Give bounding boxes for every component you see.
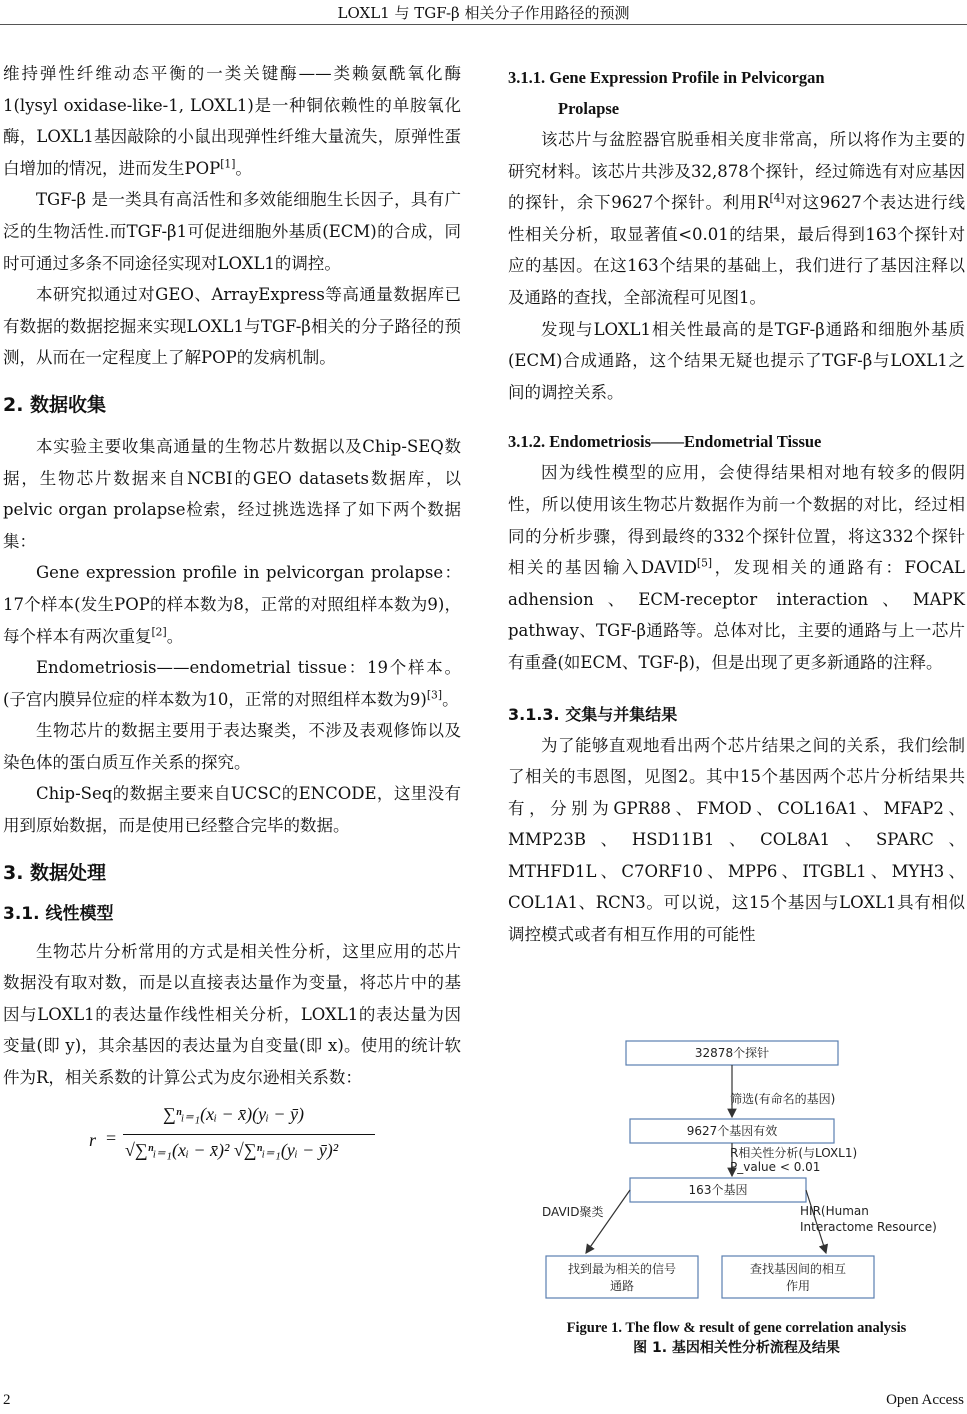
flow-box-genes-text: 9627个基因有效 (686, 1124, 778, 1138)
flow-label-filter: 筛选(有命名的基因) (730, 1092, 836, 1106)
flow-arrow-left (586, 1190, 630, 1253)
formula-fraction-bar (123, 1134, 375, 1135)
section-3-1-1-heading: 3.1.1. Gene Expression Profile in Pelvicorgan Prolapse (508, 68, 825, 118)
flow-box-interaction-line2: 作用 (785, 1279, 811, 1293)
flow-box-probes-text: 32878个探针 (694, 1046, 770, 1060)
citation-3: [3] (426, 688, 443, 702)
paragraph-tgf-beta: TGF-β 是一类具有高活性和多效能细胞生长因子，具有广泛的生物活性.而TGF-β1可促进细胞外基质(ECM)的合成，同时可通过多条不同途径实现对LOXL1的调控。 (3, 190, 461, 273)
formula-r: r (89, 1129, 97, 1150)
section-3-1-2-heading: 3.1.2. Endometriosis——Endometrial Tissue (508, 432, 822, 452)
paragraph-pop-chip: 该芯片与盆腔器官脱垂相关度非常高，所以将作为主要的研究材料。该芯片共涉及32,878个探针，经过筛选有对应基因的探针，余下9627个探针。利用R[4]对这9627个表达进行线性相关分析，取显著值<0.01的结果，最后得到163个探针对应的基因。在这163个结果的基础上，我们进行了基因注释以及通路的查找，全部流程可见图1。 (508, 130, 965, 307)
flow-label-corr: R相关性分析(与LOXL1) (730, 1146, 858, 1160)
publisher-label: Open Access (886, 1392, 964, 1408)
page-number: 2 (3, 1392, 11, 1408)
flow-box-pathway-line2: 通路 (609, 1279, 635, 1293)
paragraph-endometriosis: 因为线性模型的应用，会使得结果相对地有较多的假阴性，所以使用该生物芯片数据作为前一个数据的对比，经过相同的分析步骤，得到最终的332个探针位置，将这332个探针相关的基因输入DAVID[5]，发现相关的通路有：FOCAL adhension、ECM-receptor interaction、MAPK pathway、TGF-β通路等。总体对比，主要的通路与上一芯片有重叠(如ECM、TGF-β)，但是出现了更多新通路的注释。 (508, 463, 965, 672)
section-3-heading: 3. 数据处理 (3, 861, 107, 884)
formula-denominator: √∑ⁿᵢ₌₁(xᵢ − x̄)² √∑ⁿᵢ₌₁(yᵢ − ȳ)² (125, 1139, 339, 1160)
flow-label-hir-1: HIR(Human (800, 1204, 869, 1218)
flow-box-163-text: 163个基因 (688, 1183, 748, 1197)
flow-label-david: DAVID聚类 (542, 1205, 604, 1219)
paragraph-dataset-endometriosis: Endometriosis——endometrial tissue：19个样本。(子宫内膜异位症的样本数为10，正常的对照组样本数为9)[3]。 (3, 658, 461, 709)
citation-5: [5] (696, 556, 713, 570)
section-3-1-3-heading: 3.1.3. 交集与并集结果 (508, 704, 678, 724)
paragraph-chipseq: Chip-Seq的数据主要来自UCSC的ENCODE，这里没有用到原始数据，而是使用已经整合完毕的数据。 (3, 784, 461, 836)
flow-label-hir-2: Interactome Resource) (800, 1220, 937, 1234)
figure-1-caption (508, 1318, 965, 1358)
pearson-formula (3, 1104, 461, 1184)
left-column (3, 58, 461, 1184)
paragraph-study-aim: 本研究拟通过对GEO、ArrayExpress等高通量数据库已有数据的数据挖掘来实现LOXL1与TGF-β相关的分子路径的预测，从而在一定程度上了解POP的发病机制。 (3, 285, 461, 368)
right-column (508, 58, 965, 951)
paragraph-dataset-pop: Gene expression profile in pelvicorgan prolapse：17个样本(发生POP的样本数为8，正常的对照组样本数为9)，每个样本有两次重复[2]。 (3, 563, 461, 646)
formula-numerator: ∑ⁿᵢ₌₁(xᵢ − x̄)(yᵢ − ȳ) (163, 1103, 305, 1124)
figure-1-flowchart (508, 1035, 965, 1325)
flow-label-pvalue: P_value < 0.01 (730, 1160, 821, 1174)
flow-box-pathway-line1: 找到最为相关的信号 (567, 1262, 677, 1276)
flowchart-svg (508, 1035, 965, 1325)
paragraph-chip-usage: 生物芯片的数据主要用于表达聚类，不涉及表观修饰以及染色体的蛋白质互作关系的探究。 (3, 721, 461, 772)
paragraph-venn: 为了能够直观地看出两个芯片结果之间的关系，我们绘制了相关的韦恩图，见图2。其中15个基因两个芯片分析结果共有，分别为GPR88、FMOD、COL16A1、MFAP2、MMP23B、HSD11B1、COL8A1、SPARC、MTHFD1L、C7ORF10、MPP6、ITGBL1、MYH3、COL1A1、RCN3。可以说，这15个基因与LOXL1具有相似调控模式或者有相互作用的可能性 (508, 735, 965, 945)
citation-4: [4] (769, 191, 785, 205)
paragraph-loxl1-intro: 维持弹性纤维动态平衡的一类关键酶——类赖氨酰氧化酶1(lysyl oxidase-like-1, LOXL1)是一种铜依赖性的单胺氧化酶，LOXL1基因敲除的小鼠出现弹性纤维大量流失，原弹性蛋白增加的情况，进而发生POP[1]。 (3, 64, 461, 178)
section-2-heading: 2. 数据收集 (3, 393, 107, 416)
paragraph-pop-result: 发现与LOXL1相关性最高的是TGF-β通路和细胞外基质(ECM)合成通路，这个结果无疑也提示了TGF-β与LOXL1之间的调控关系。 (508, 319, 965, 402)
running-header: LOXL1 与 TGF-β 相关分子作用路径的预测 (337, 4, 630, 22)
header-rule (0, 24, 967, 25)
section-3-1-heading: 3.1. 线性模型 (3, 903, 114, 924)
citation-2: [2] (151, 625, 167, 638)
paragraph-data-collection: 本实验主要收集高通量的生物芯片数据以及Chip-SEQ数据，生物芯片数据来自NCBI的GEO datasets数据库，以pelvic organ prolapse检索，经过挑选选择了如下两个数据集： (3, 436, 461, 551)
citation-1: [1] (220, 157, 236, 171)
flow-box-interaction-line1: 查找基因间的相互 (749, 1262, 847, 1276)
formula-equals: = (106, 1127, 117, 1148)
figure-caption-chinese: 图 1. 基因相关性分析流程及结果 (633, 1340, 840, 1356)
paragraph-linear-model: 生物芯片分析常用的方式是相关性分析，这里应用的芯片数据没有取对数，而是以直接表达量作为变量，将芯片中的基因与LOXL1的表达量作线性相关分析，LOXL1的表达量为因变量(即 y)，其余基因的表达量为自变量(即 x)。使用的统计软件为R，相关系数的计算公式为皮尔逊相关系数： (3, 941, 461, 1088)
figure-caption-english: Figure 1. The flow & result of gene correlation analysis (566, 1320, 907, 1336)
